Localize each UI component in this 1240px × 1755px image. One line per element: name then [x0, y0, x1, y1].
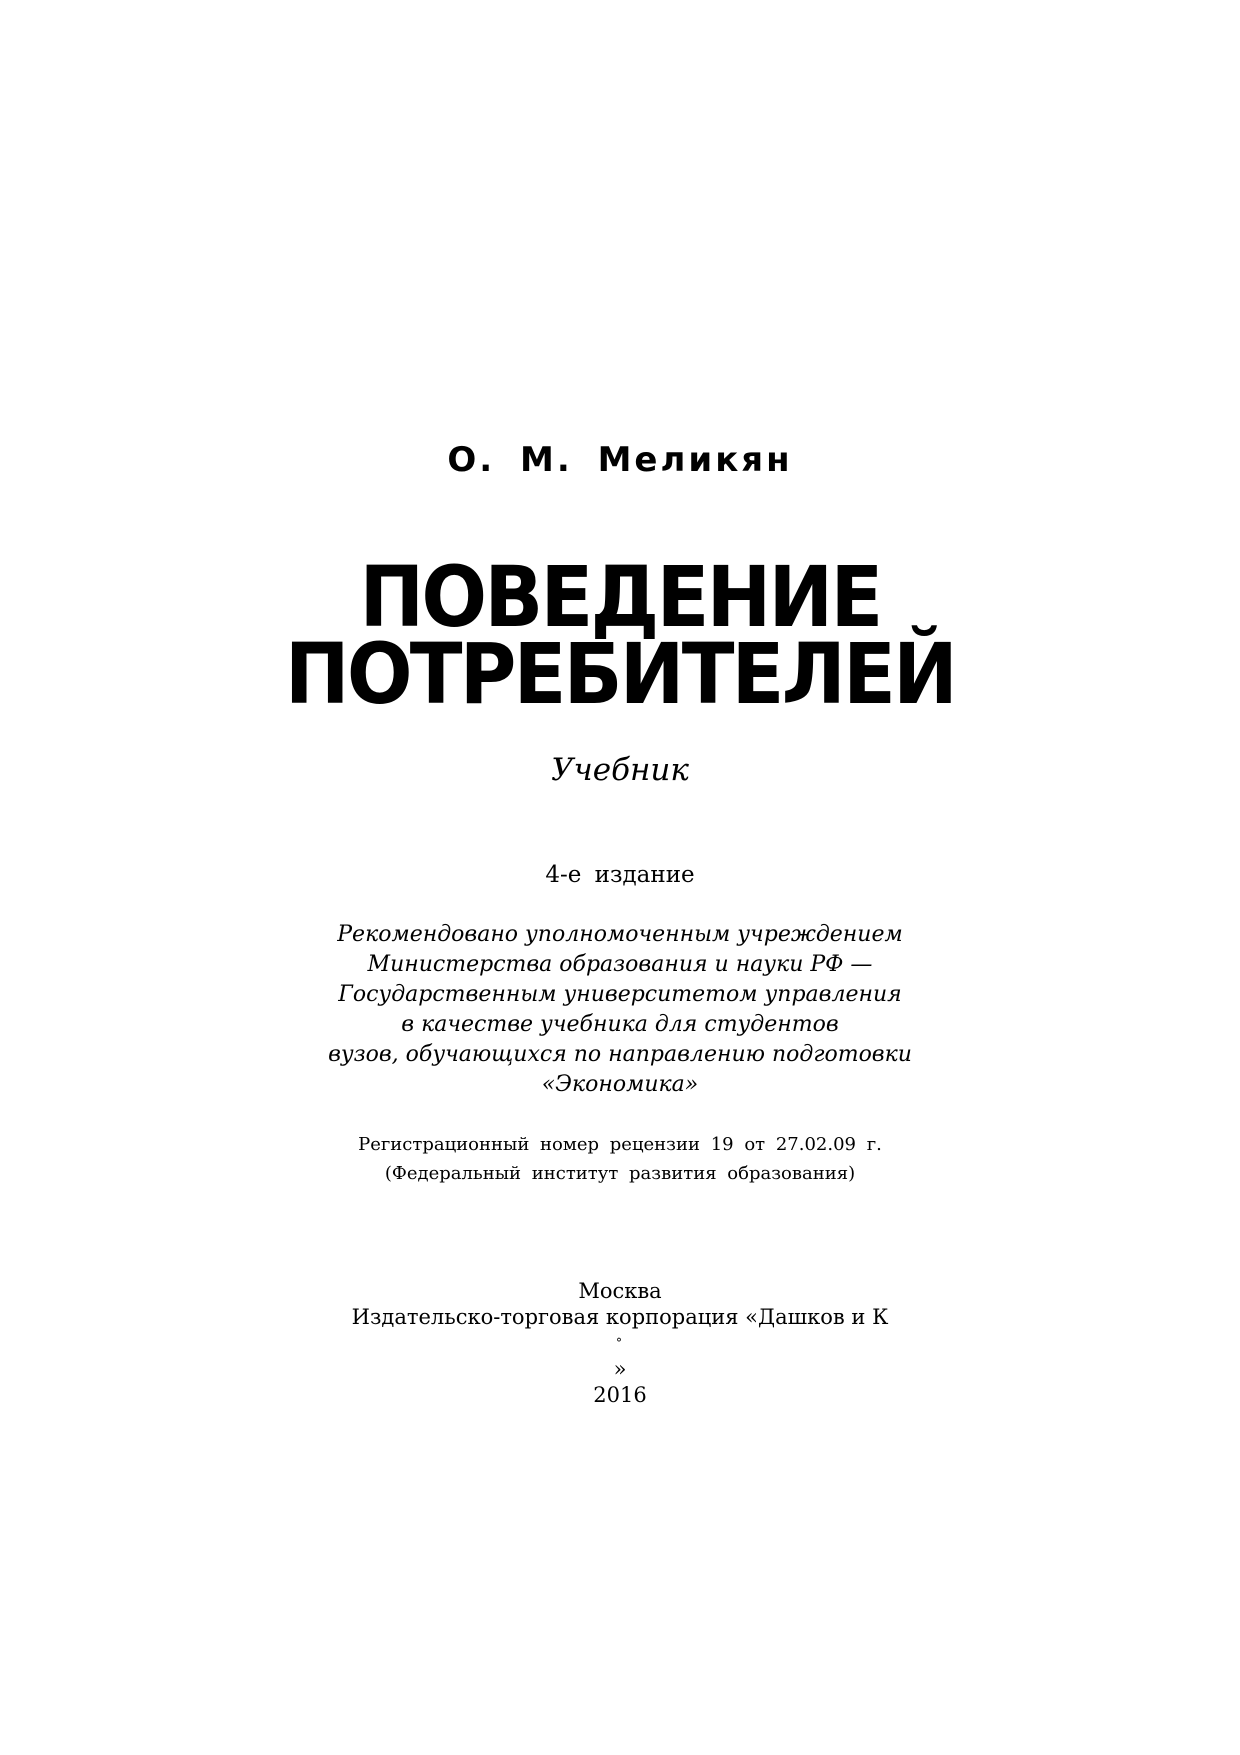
- registration-line: (Федеральный институт развития образования): [384, 1163, 856, 1184]
- author-name: О. М. Меликян: [447, 440, 793, 480]
- registration-block: [0, 1130, 1240, 1188]
- publisher-name-superscript: °: [616, 1336, 622, 1350]
- publication-year: 2016: [593, 1383, 647, 1407]
- recommendation-line: «Экономика»: [541, 1072, 699, 1097]
- recommendation-line: Государственным университетом управления: [338, 982, 902, 1007]
- recommendation-line: вузов, обучающихся по направлению подготовки: [328, 1042, 912, 1067]
- publisher-city: Москва: [578, 1279, 662, 1303]
- publisher-name-prefix: Издательско-торговая корпорация «Дашков и К: [351, 1305, 889, 1329]
- registration-line: Регистрационный номер рецензии 19 от 27.02.09 г.: [358, 1134, 882, 1155]
- recommendation-line: Министерства образования и науки РФ —: [367, 952, 873, 977]
- book-title-line-1: ПОВЕДЕНИЕ: [359, 548, 881, 646]
- publisher-name-suffix: »: [613, 1357, 627, 1381]
- recommendation-line: в качестве учебника для студентов: [401, 1012, 839, 1037]
- publisher-name: [0, 1304, 1240, 1382]
- publisher-block: [0, 1278, 1240, 1408]
- recommendation-line: Рекомендовано уполномоченным учреждением: [337, 922, 903, 947]
- book-title-line-2: ПОТРЕБИТЕЛЕЙ: [284, 625, 956, 723]
- recommendation-block: [0, 920, 1240, 1100]
- book-subtitle: Учебник: [551, 752, 689, 788]
- edition-label: 4-е издание: [545, 862, 695, 888]
